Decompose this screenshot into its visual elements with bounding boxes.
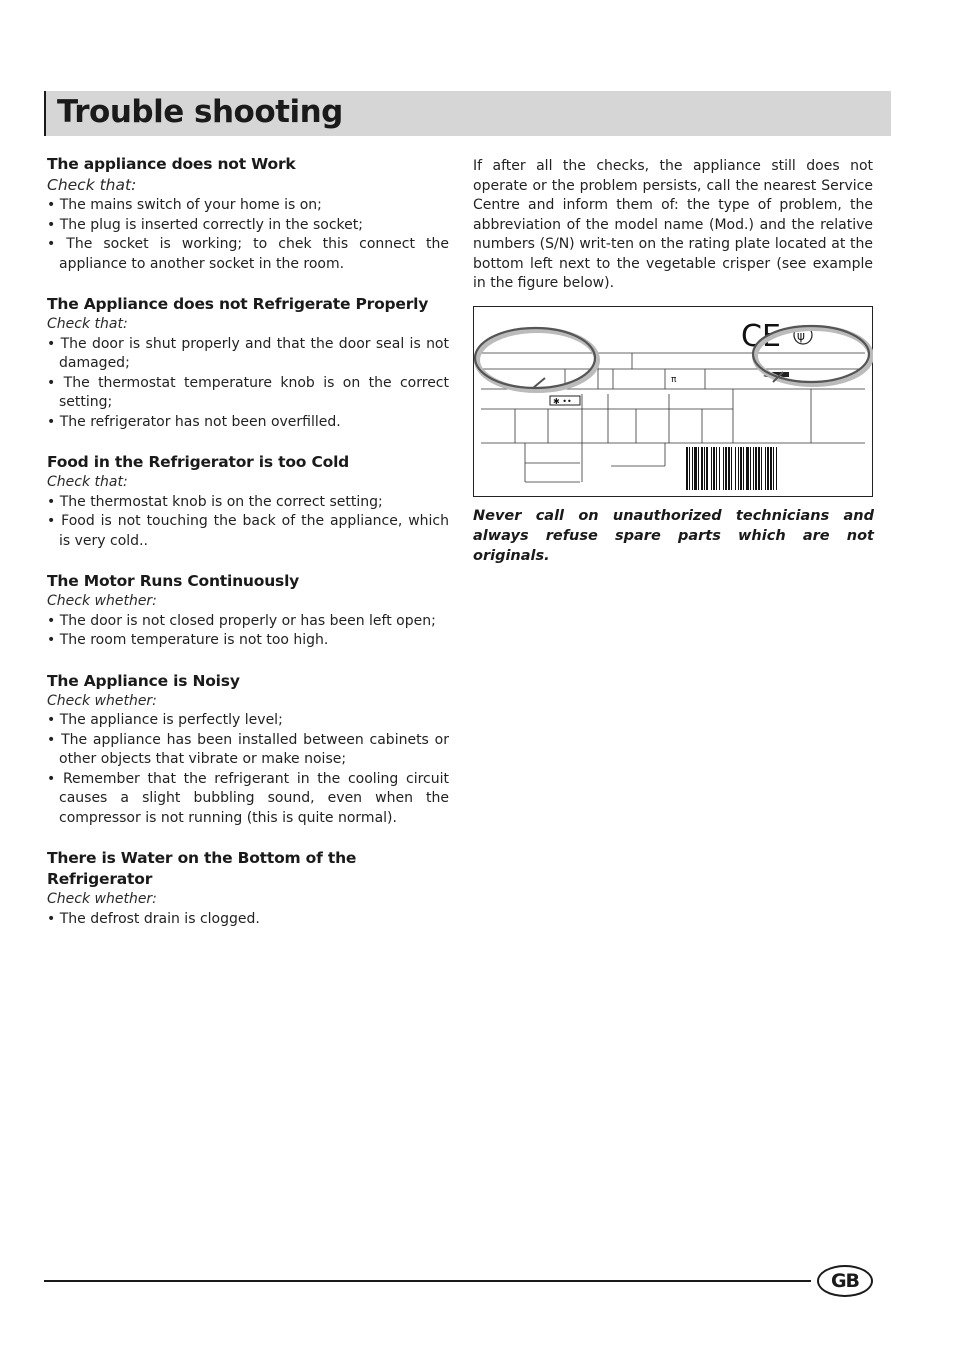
footer-rule [44, 1280, 811, 1282]
check-list [47, 493, 449, 552]
language-badge: GB [817, 1265, 873, 1297]
rating-plate-figure [473, 306, 873, 497]
svg-text:ψ: ψ [797, 329, 805, 343]
svg-text:π: π [671, 375, 677, 385]
check-item: • The thermostat knob is on the correct setting; [47, 493, 383, 510]
check-item: • The socket is working; to chek this connect the appliance to another socket in the room. [47, 236, 449, 272]
check-item: • The refrigerator has not been overfilled. [47, 413, 341, 430]
trouble-section [47, 452, 449, 551]
check-list [47, 335, 449, 433]
check-item: • The room temperature is not too high. [47, 632, 329, 648]
trouble-section [47, 571, 449, 651]
check-item: • Food is not touching the back of the appliance, which is very cold.. [47, 513, 449, 549]
check-list [47, 196, 449, 274]
check-item: • The door is not closed properly or has been left open; [47, 612, 436, 629]
section-title: There is Water on the Bottom of the Refrigerator [47, 849, 357, 888]
trouble-section [47, 154, 449, 274]
check-item: • The appliance has been installed between cabinets or other objects that vibrate or make noise; [47, 731, 449, 767]
svg-text:CE: CE [741, 319, 781, 354]
check-item: • The door is shut properly and that the door seal is not damaged; [47, 335, 449, 371]
section-title: The Appliance is Noisy [47, 671, 240, 690]
svg-text:✱ ••: ✱ •• [553, 397, 572, 406]
check-list [47, 910, 449, 930]
check-list [47, 711, 449, 828]
section-check-label: Check that: [47, 176, 137, 194]
section-check-label: Check that: [47, 474, 128, 490]
trouble-section [47, 848, 449, 929]
section-title: The Motor Runs Continuously [47, 572, 300, 590]
warning-note: Never call on unauthorized technicians and always refuse spare parts which are not originals. [473, 508, 874, 564]
check-item: • The plug is inserted correctly in the socket; [47, 216, 363, 233]
section-title: The Appliance does not Refrigerate Properly [47, 295, 429, 313]
section-check-label: Check whether: [47, 692, 157, 709]
section-title: The appliance does not Work [47, 155, 296, 173]
check-item: • The defrost drain is clogged. [47, 910, 260, 927]
page-title: Trouble shooting [57, 94, 343, 130]
service-paragraph: If after all the checks, the appliance still does not operate or the problem persists, call the nearest Service Centre and inform them of: the type of problem, the abbreviation of the model name (Mod.) and the relative numbers (S/N) writ-ten on the rating plate located at the bottom left next to the vegetable crisper (see example in the figure below). [473, 158, 873, 291]
trouble-section [47, 671, 449, 829]
section-check-label: Check whether: [47, 891, 157, 907]
section-check-label: Check that: [47, 316, 128, 332]
rating-plate-icon [473, 306, 873, 497]
check-list [47, 612, 449, 651]
check-item: • The thermostat temperature knob is on the correct setting; [47, 374, 449, 410]
title-bar [44, 91, 891, 136]
check-item: • The mains switch of your home is on; [47, 197, 322, 213]
section-title: Food in the Refrigerator is too Cold [47, 453, 350, 471]
section-check-label: Check whether: [47, 593, 157, 609]
check-item: • The appliance is perfectly level; [47, 712, 283, 728]
trouble-section [47, 294, 449, 432]
troubleshooting-list [47, 154, 449, 949]
service-info [473, 157, 873, 294]
check-item: • Remember that the refrigerant in the cooling circuit causes a slight bubbling sound, even when the compressor is not running (this is quite normal). [47, 770, 449, 826]
